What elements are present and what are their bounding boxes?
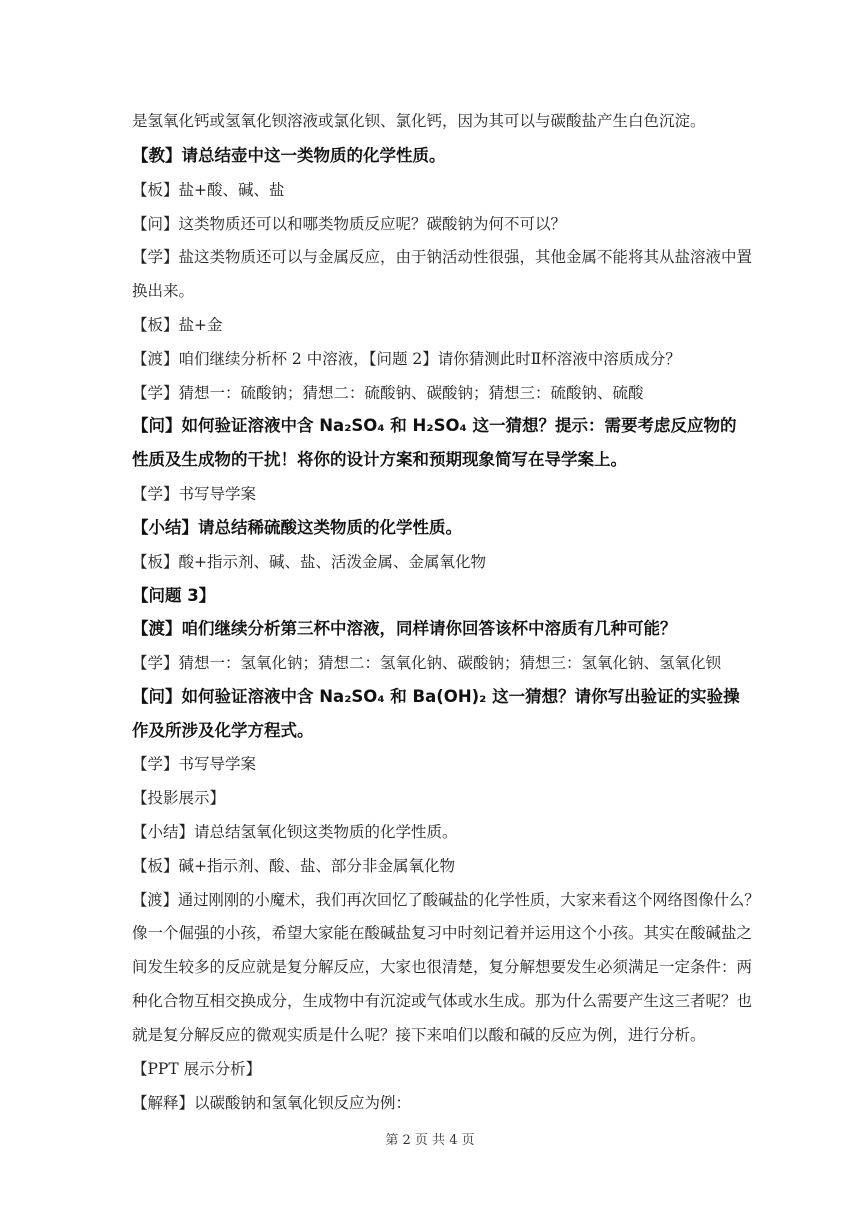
text-line: 【学】盐这类物质还可以与金属反应，由于钠活动性很强，其他金属不能将其从盐溶液中置 xyxy=(132,248,753,266)
text-line: 【解释】以碳酸钠和氢氧化钡反应为例： xyxy=(132,1094,412,1112)
text-line: 【学】猜想一：硫酸钠；猜想二：硫酸钠、碳酸钠；猜想三：硫酸钠、硫酸 xyxy=(132,384,644,402)
text-line: 种化合物互相交换成分，生成物中有沉淀或气体或水生成。那为什么需要产生这三者呢？也 xyxy=(132,992,753,1010)
text-line: 【PPT 展示分析】 xyxy=(132,1060,262,1078)
text-line: 【渡】咱们继续分析第三杯中溶液，同样请你回答该杯中溶质有几种可能？ xyxy=(132,619,677,638)
text-line: 【板】碱+指示剂、酸、盐、部分非金属氧化物 xyxy=(132,857,455,875)
text-line: 【教】请总结壶中这一类物质的化学性质。 xyxy=(132,146,446,165)
text-line: 【问】如何验证溶液中含 Na₂SO₄ 和 Ba(OH)₂ 这一猜想？请你写出验证的实验操 xyxy=(132,687,740,706)
text-line: 【渡】咱们继续分析杯 2 中溶液，【问题 2】请你猜测此时Ⅱ杯溶液中溶质成分？ xyxy=(132,350,681,368)
text-line: 像一个倔强的小孩，希望大家能在酸碱盐复习中时刻记着并运用这个小孩。其实在酸碱盐之 xyxy=(132,924,753,942)
text-line: 换出来。 xyxy=(132,282,195,300)
text-line: 【渡】通过刚刚的小魔术，我们再次回忆了酸碱盐的化学性质，大家来看这个网络图像什么？ xyxy=(132,891,760,909)
text-line: 【学】书写导学案 xyxy=(132,755,257,773)
text-line: 【小结】请总结稀硫酸这类物质的化学性质。 xyxy=(132,518,462,537)
text-line: 【板】盐+金 xyxy=(132,316,223,334)
page-footer: 第 2 页 共 4 页 xyxy=(385,1133,475,1148)
text-line: 【板】盐+酸、碱、盐 xyxy=(132,181,285,199)
text-line: 间发生较多的反应就是复分解反应，大家也很清楚，复分解想要发生必须满足一定条件：两 xyxy=(132,958,753,976)
text-line: 【问】如何验证溶液中含 Na₂SO₄ 和 H₂SO₄ 这一猜想？提示：需要考虑反应物的 xyxy=(132,416,737,435)
text-line: 性质及生成物的干扰！将你的设计方案和预期现象简写在导学案上。 xyxy=(132,450,627,469)
text-line: 【投影展示】 xyxy=(132,789,226,807)
text-line: 作及所涉及化学方程式。 xyxy=(132,721,314,740)
text-line: 【问】这类物质还可以和哪类物质反应呢？碳酸钠为何不可以？ xyxy=(132,215,567,233)
text-line: 【学】书写导学案 xyxy=(132,485,257,503)
text-line: 就是复分解反应的微观实质是什么呢？接下来咱们以酸和碱的反应为例，进行分析。 xyxy=(132,1026,706,1044)
text-line: 【问题 3】 xyxy=(132,586,216,605)
text-line: 是氢氧化钙或氢氧化钡溶液或氯化钡、氯化钙，因为其可以与碳酸盐产生白色沉淀。 xyxy=(132,112,706,130)
text-line: 【学】猜想一：氢氧化钠；猜想二：氢氧化钠、碳酸钠；猜想三：氢氧化钠、氢氧化钡 xyxy=(132,654,722,672)
text-line: 【板】酸+指示剂、碱、盐、活泼金属、金属氧化物 xyxy=(132,553,486,571)
text-line: 【小结】请总结氢氧化钡这类物质的化学性质。 xyxy=(132,823,458,841)
